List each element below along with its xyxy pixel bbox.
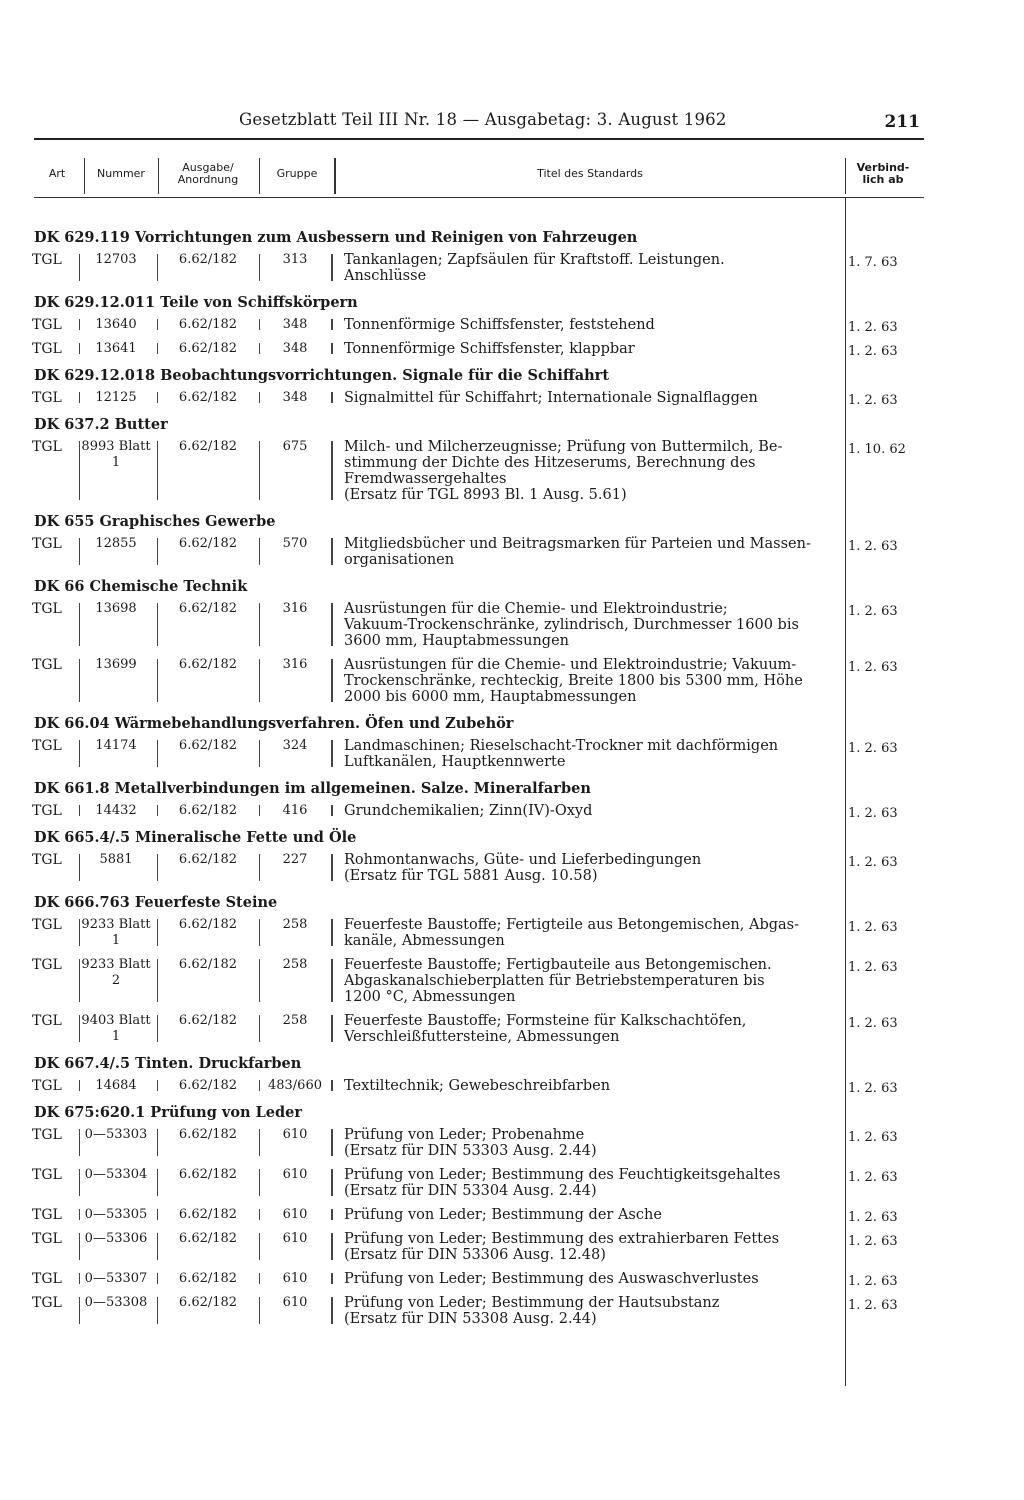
standard-title: [344, 601, 836, 649]
standard-row: [0, 598, 1024, 654]
standard-issue: 6.62/182: [178, 957, 238, 972]
standard-title-line: Mitgliedsbücher und Beitragsmarken für Parteien und Massen-: [344, 536, 811, 552]
column-divider: [157, 1080, 158, 1091]
standard-issue: 6.62/182: [178, 1207, 238, 1222]
column-divider: [79, 603, 80, 646]
standard-art: TGL: [32, 317, 62, 333]
column-divider: [157, 538, 158, 565]
column-divider: [157, 1233, 158, 1260]
standard-number: 12125: [95, 390, 137, 405]
standard-title: [344, 1078, 836, 1094]
standard-title-line: Prüfung von Leder; Bestimmung der Asche: [344, 1207, 662, 1223]
standard-group: 610: [282, 1271, 308, 1286]
section-heading: DK 629.119 Vorrichtungen zum Ausbessern und Reinigen von Fahrzeugen: [34, 229, 638, 246]
standard-effective-date: 1. 10. 62: [848, 442, 906, 457]
standard-number: 9233 Blatt 2: [81, 957, 151, 988]
standard-title-line: Tonnenförmige Schiffsfenster, feststehend: [344, 317, 655, 333]
standard-title-line: 3600 mm, Hauptabmessungen: [344, 633, 569, 649]
column-divider: [259, 854, 260, 881]
standard-number: 9403 Blatt 1: [81, 1013, 151, 1044]
standard-number: 9233 Blatt 1: [81, 917, 151, 948]
section-heading: DK 629.12.011 Teile von Schiffskörpern: [34, 294, 358, 311]
standard-group: 316: [282, 601, 308, 616]
standard-art: TGL: [32, 1167, 62, 1183]
standard-title-line: Textiltechnik; Gewebeschreibfarben: [344, 1078, 611, 1094]
column-divider: [79, 1297, 80, 1324]
column-divider: [157, 805, 158, 816]
column-header-titel: Titel des Standards: [537, 167, 643, 180]
column-divider: [259, 1015, 260, 1042]
column-divider: [157, 441, 158, 500]
standard-issue: 6.62/182: [178, 341, 238, 356]
column-divider: [79, 1233, 80, 1260]
standards-list: [0, 224, 1024, 1332]
standard-title-line: Fremdwassergehaltes: [344, 471, 507, 487]
column-divider: [331, 254, 333, 281]
column-divider: [331, 1273, 333, 1284]
standard-row: [0, 1010, 1024, 1050]
standard-title: [344, 917, 836, 949]
section-heading: DK 637.2 Butter: [34, 416, 168, 433]
column-divider: [259, 1129, 260, 1156]
column-divider: [259, 1233, 260, 1260]
column-divider: [331, 538, 333, 565]
column-header-verbindlich: Verbind- lich ab: [856, 161, 910, 186]
standard-group: 416: [282, 803, 308, 818]
column-divider: [79, 1209, 80, 1220]
standard-number: 0—53306: [84, 1231, 148, 1246]
standard-row: [0, 1124, 1024, 1164]
column-divider: [331, 603, 333, 646]
standard-issue: 6.62/182: [178, 1231, 238, 1246]
standard-effective-date: 1. 2. 63: [848, 1170, 898, 1185]
column-header-art: Art: [48, 167, 66, 180]
standard-effective-date: 1. 2. 63: [848, 604, 898, 619]
column-divider: [331, 441, 333, 500]
standard-effective-date: 1. 7. 63: [848, 255, 898, 270]
standard-row: [0, 338, 1024, 362]
gazette-title: Gesetzblatt Teil III Nr. 18 — Ausgabetag: 3. August 1962: [239, 110, 727, 129]
standard-title-line: 1200 °C, Abmessungen: [344, 989, 516, 1005]
column-divider: [79, 919, 80, 946]
column-divider: [157, 1209, 158, 1220]
section-heading: DK 66 Chemische Technik: [34, 578, 248, 595]
standard-number: 13699: [95, 657, 137, 672]
standard-row: [0, 533, 1024, 573]
column-divider: [79, 254, 80, 281]
standard-title-line: Ausrüstungen für die Chemie- und Elektroindustrie; Vakuum-: [344, 657, 797, 673]
standard-title-line: Prüfung von Leder; Bestimmung des Auswaschverlustes: [344, 1271, 759, 1287]
standard-title: [344, 657, 836, 705]
column-divider: [845, 158, 846, 194]
standard-title: [344, 317, 836, 333]
column-divider: [331, 805, 333, 816]
standard-issue: 6.62/182: [178, 1078, 238, 1093]
standard-group: 348: [282, 317, 308, 332]
column-divider: [157, 1273, 158, 1284]
standard-title-line: (Ersatz für DIN 53308 Ausg. 2.44): [344, 1311, 597, 1327]
standard-number: 5881: [99, 852, 133, 867]
column-divider: [79, 392, 80, 403]
column-divider: [158, 158, 159, 194]
standard-title: [344, 852, 836, 884]
column-divider: [157, 603, 158, 646]
section-heading: DK 667.4/.5 Tinten. Druckfarben: [34, 1055, 302, 1072]
column-divider: [331, 854, 333, 881]
standard-number: 0—53308: [84, 1295, 148, 1310]
section-heading: DK 665.4/.5 Mineralische Fette und Öle: [34, 829, 357, 846]
standard-group: 316: [282, 657, 308, 672]
column-divider: [259, 959, 260, 1002]
standard-title-line: stimmung der Dichte des Hitzeserums, Berechnung des: [344, 455, 756, 471]
standard-title-line: Verschleißfuttersteine, Abmessungen: [344, 1029, 620, 1045]
standard-title-line: Feuerfeste Baustoffe; Fertigbauteile aus Betongemischen.: [344, 957, 772, 973]
column-divider: [259, 1297, 260, 1324]
standard-group: 483/660: [267, 1078, 322, 1093]
standard-art: TGL: [32, 252, 62, 268]
column-divider: [259, 659, 260, 702]
section-heading: DK 666.763 Feuerfeste Steine: [34, 894, 278, 911]
column-divider: [157, 919, 158, 946]
column-divider: [79, 1273, 80, 1284]
standard-row: [0, 954, 1024, 1010]
standard-number: 0—53303: [84, 1127, 148, 1142]
standard-effective-date: 1. 2. 63: [848, 539, 898, 554]
column-divider: [79, 1080, 80, 1091]
column-divider: [157, 1297, 158, 1324]
column-divider: [79, 740, 80, 767]
standard-group: 570: [282, 536, 308, 551]
standard-group: 675: [282, 439, 308, 454]
standard-art: TGL: [32, 536, 62, 552]
standard-issue: 6.62/182: [178, 390, 238, 405]
standard-art: TGL: [32, 917, 62, 933]
column-divider: [259, 158, 260, 194]
standard-group: 258: [282, 917, 308, 932]
standard-title-line: Feuerfeste Baustoffe; Formsteine für Kalkschachtöfen,: [344, 1013, 747, 1029]
standard-effective-date: 1. 2. 63: [848, 1130, 898, 1145]
standard-title: [344, 957, 836, 1005]
standard-title: [344, 536, 836, 568]
column-divider: [331, 343, 333, 354]
standard-number: 14432: [95, 803, 137, 818]
standard-title-line: Prüfung von Leder; Bestimmung des Feuchtigkeitsgehaltes: [344, 1167, 781, 1183]
standard-art: TGL: [32, 1231, 62, 1247]
standard-title-line: Ausrüstungen für die Chemie- und Elektroindustrie;: [344, 601, 728, 617]
standard-title: [344, 1271, 836, 1287]
standard-issue: 6.62/182: [178, 738, 238, 753]
column-divider: [259, 441, 260, 500]
standard-title-line: Prüfung von Leder; Bestimmung des extrahierbaren Fettes: [344, 1231, 780, 1247]
standard-number: 13698: [95, 601, 137, 616]
standard-title: [344, 1013, 836, 1045]
standard-title-line: (Ersatz für DIN 53304 Ausg. 2.44): [344, 1183, 597, 1199]
standard-title-line: Abgaskanalschieberplatten für Betriebstemperaturen bis: [344, 973, 765, 989]
standard-title-line: Feuerfeste Baustoffe; Fertigteile aus Betongemischen, Abgas-: [344, 917, 799, 933]
column-divider: [157, 254, 158, 281]
standard-title-line: Tonnenförmige Schiffsfenster, klappbar: [344, 341, 635, 357]
standard-effective-date: 1. 2. 63: [848, 1081, 898, 1096]
standard-title-line: Prüfung von Leder; Probenahme: [344, 1127, 585, 1143]
standard-effective-date: 1. 2. 63: [848, 320, 898, 335]
column-divider: [79, 319, 80, 330]
column-divider: [331, 1015, 333, 1042]
standard-number: 12855: [95, 536, 137, 551]
column-divider: [157, 740, 158, 767]
standard-row: [0, 1268, 1024, 1292]
column-divider: [259, 343, 260, 354]
standard-row: [0, 1164, 1024, 1204]
standard-effective-date: 1. 2. 63: [848, 806, 898, 821]
standard-art: TGL: [32, 1013, 62, 1029]
standard-number: 0—53307: [84, 1271, 148, 1286]
standard-effective-date: 1. 2. 63: [848, 393, 898, 408]
standard-art: TGL: [32, 1207, 62, 1223]
column-divider: [259, 919, 260, 946]
column-divider: [331, 1080, 333, 1091]
standard-title: [344, 738, 836, 770]
standard-effective-date: 1. 2. 63: [848, 741, 898, 756]
standard-title: [344, 439, 836, 503]
column-divider: [331, 392, 333, 403]
column-divider: [79, 1015, 80, 1042]
column-divider: [259, 740, 260, 767]
standard-title-line: (Ersatz für DIN 53306 Ausg. 12.48): [344, 1247, 606, 1263]
standard-issue: 6.62/182: [178, 601, 238, 616]
column-divider: [79, 441, 80, 500]
section-heading: DK 661.8 Metallverbindungen im allgemeinen. Salze. Mineralfarben: [34, 780, 591, 797]
standard-title-line: (Ersatz für TGL 8993 Bl. 1 Ausg. 5.61): [344, 487, 627, 503]
standard-title: [344, 803, 836, 819]
column-header-ausgabe: Ausgabe/ Anordnung: [177, 161, 239, 186]
standard-issue: 6.62/182: [178, 1271, 238, 1286]
column-divider: [331, 319, 333, 330]
standard-group: 313: [282, 252, 308, 267]
standard-title-line: Rohmontanwachs, Güte- und Lieferbedingungen: [344, 852, 702, 868]
standard-effective-date: 1. 2. 63: [848, 920, 898, 935]
standard-effective-date: 1. 2. 63: [848, 344, 898, 359]
standard-title-line: Trockenschränke, rechteckig, Breite 1800 bis 5300 mm, Höhe: [344, 673, 803, 689]
standard-issue: 6.62/182: [178, 852, 238, 867]
standard-art: TGL: [32, 1078, 62, 1094]
standard-art: TGL: [32, 390, 62, 406]
standard-art: TGL: [32, 657, 62, 673]
standard-title-line: organisationen: [344, 552, 455, 568]
standard-issue: 6.62/182: [178, 657, 238, 672]
standard-effective-date: 1. 2. 63: [848, 1274, 898, 1289]
column-divider: [331, 659, 333, 702]
standard-group: 610: [282, 1207, 308, 1222]
standard-number: 0—53305: [84, 1207, 148, 1222]
column-divider: [79, 659, 80, 702]
standard-title: [344, 1231, 836, 1263]
standard-row: [0, 249, 1024, 289]
standard-issue: 6.62/182: [178, 917, 238, 932]
standard-number: 0—53304: [84, 1167, 148, 1182]
column-divider: [79, 343, 80, 354]
standard-number: 13641: [95, 341, 137, 356]
standard-title-line: Vakuum-Trockenschränke, zylindrisch, Durchmesser 1600 bis: [344, 617, 799, 633]
standard-row: [0, 654, 1024, 710]
column-divider: [79, 1169, 80, 1196]
standard-row: [0, 1228, 1024, 1268]
column-divider: [259, 1273, 260, 1284]
standard-art: TGL: [32, 601, 62, 617]
column-divider: [157, 1015, 158, 1042]
table-header-rule: [34, 197, 924, 198]
column-divider: [331, 1209, 333, 1220]
standard-art: TGL: [32, 738, 62, 754]
column-header-nummer: Nummer: [97, 167, 145, 180]
standard-art: TGL: [32, 1127, 62, 1143]
standard-row: [0, 1292, 1024, 1332]
standard-title-line: Landmaschinen; Rieselschacht-Trockner mit dachförmigen: [344, 738, 779, 754]
standard-group: 348: [282, 341, 308, 356]
column-divider: [331, 1297, 333, 1324]
column-divider: [157, 319, 158, 330]
standard-row: [0, 735, 1024, 775]
standard-effective-date: 1. 2. 63: [848, 1016, 898, 1031]
column-divider: [79, 854, 80, 881]
standard-art: TGL: [32, 803, 62, 819]
column-divider: [79, 1129, 80, 1156]
standard-row: [0, 314, 1024, 338]
column-divider: [331, 1169, 333, 1196]
standard-title-line: Prüfung von Leder; Bestimmung der Hautsubstanz: [344, 1295, 720, 1311]
standard-title: [344, 390, 836, 406]
column-divider: [157, 959, 158, 1002]
section-heading: DK 629.12.018 Beobachtungsvorrichtungen. Signale für die Schiffahrt: [34, 367, 610, 384]
standard-group: 258: [282, 957, 308, 972]
standard-effective-date: 1. 2. 63: [848, 1234, 898, 1249]
standard-issue: 6.62/182: [178, 1295, 238, 1310]
standard-group: 610: [282, 1127, 308, 1142]
standard-title-line: Tankanlagen; Zapfsäulen für Kraftstoff. Leistungen.: [344, 252, 725, 268]
standard-row: [0, 849, 1024, 889]
section-heading: DK 675:620.1 Prüfung von Leder: [34, 1104, 303, 1121]
standard-issue: 6.62/182: [178, 439, 238, 454]
standard-issue: 6.62/182: [178, 803, 238, 818]
standard-issue: 6.62/182: [178, 1167, 238, 1182]
column-divider: [157, 392, 158, 403]
column-divider: [79, 959, 80, 1002]
standard-effective-date: 1. 2. 63: [848, 960, 898, 975]
standard-row: [0, 387, 1024, 411]
standard-title: [344, 1207, 836, 1223]
standard-number: 8993 Blatt 1: [81, 439, 151, 470]
standard-number: 13640: [95, 317, 137, 332]
standard-row: [0, 1075, 1024, 1099]
standard-issue: 6.62/182: [178, 317, 238, 332]
column-divider: [331, 1233, 333, 1260]
column-divider: [259, 392, 260, 403]
standard-title-line: (Ersatz für DIN 53303 Ausg. 2.44): [344, 1143, 597, 1159]
column-divider: [259, 805, 260, 816]
column-divider: [79, 805, 80, 816]
standard-effective-date: 1. 2. 63: [848, 1298, 898, 1313]
section-heading: DK 655 Graphisches Gewerbe: [34, 513, 276, 530]
column-divider: [331, 1129, 333, 1156]
standard-number: 12703: [95, 252, 137, 267]
standard-issue: 6.62/182: [178, 1127, 238, 1142]
column-divider: [259, 1169, 260, 1196]
standard-group: 324: [282, 738, 308, 753]
standard-row: [0, 914, 1024, 954]
header-rule: [34, 138, 924, 140]
standard-title-line: Luftkanälen, Hauptkennwerte: [344, 754, 566, 770]
column-divider: [157, 854, 158, 881]
standard-group: 610: [282, 1167, 308, 1182]
standard-title-line: Grundchemikalien; Zinn(IV)-Oxyd: [344, 803, 593, 819]
page-number: 211: [884, 112, 920, 132]
standard-title: [344, 1295, 836, 1327]
column-divider: [157, 343, 158, 354]
standard-group: 610: [282, 1231, 308, 1246]
column-divider: [157, 1169, 158, 1196]
standard-title: [344, 1127, 836, 1159]
standard-title-line: Milch- und Milcherzeugnisse; Prüfung von Buttermilch, Be-: [344, 439, 783, 455]
standard-issue: 6.62/182: [178, 252, 238, 267]
column-divider: [331, 740, 333, 767]
standard-title-line: Anschlüsse: [344, 268, 427, 284]
standard-title: [344, 252, 836, 284]
column-divider: [157, 659, 158, 702]
column-divider: [84, 158, 85, 194]
section-heading: DK 66.04 Wärmebehandlungsverfahren. Öfen und Zubehör: [34, 715, 514, 732]
standard-group: 610: [282, 1295, 308, 1310]
standard-effective-date: 1. 2. 63: [848, 855, 898, 870]
standard-number: 14684: [95, 1078, 137, 1093]
page-header: [34, 108, 924, 136]
standard-art: TGL: [32, 1271, 62, 1287]
standard-effective-date: 1. 2. 63: [848, 1210, 898, 1225]
standard-group: 258: [282, 1013, 308, 1028]
standard-title-line: 2000 bis 6000 mm, Hauptabmessungen: [344, 689, 637, 705]
standard-issue: 6.62/182: [178, 536, 238, 551]
column-divider: [259, 1080, 260, 1091]
standard-title: [344, 341, 836, 357]
standard-title: [344, 1167, 836, 1199]
standard-art: TGL: [32, 439, 62, 455]
column-divider: [157, 1129, 158, 1156]
standard-art: TGL: [32, 1295, 62, 1311]
standard-art: TGL: [32, 852, 62, 868]
column-divider: [259, 603, 260, 646]
column-divider: [259, 254, 260, 281]
column-header-gruppe: Gruppe: [276, 167, 318, 180]
column-divider: [259, 1209, 260, 1220]
standard-group: 348: [282, 390, 308, 405]
standard-effective-date: 1. 2. 63: [848, 660, 898, 675]
column-divider: [79, 538, 80, 565]
standard-number: 14174: [95, 738, 137, 753]
standard-art: TGL: [32, 957, 62, 973]
standard-row: [0, 436, 1024, 508]
standard-title-line: kanäle, Abmessungen: [344, 933, 505, 949]
column-divider: [259, 538, 260, 565]
standard-row: [0, 1204, 1024, 1228]
column-divider: [331, 919, 333, 946]
standard-row: [0, 800, 1024, 824]
standard-title-line: (Ersatz für TGL 5881 Ausg. 10.58): [344, 868, 598, 884]
standard-group: 227: [282, 852, 308, 867]
column-divider: [259, 319, 260, 330]
column-divider: [331, 959, 333, 1002]
standard-issue: 6.62/182: [178, 1013, 238, 1028]
standard-art: TGL: [32, 341, 62, 357]
standard-title-line: Signalmittel für Schiffahrt; Internationale Signalflaggen: [344, 390, 758, 406]
